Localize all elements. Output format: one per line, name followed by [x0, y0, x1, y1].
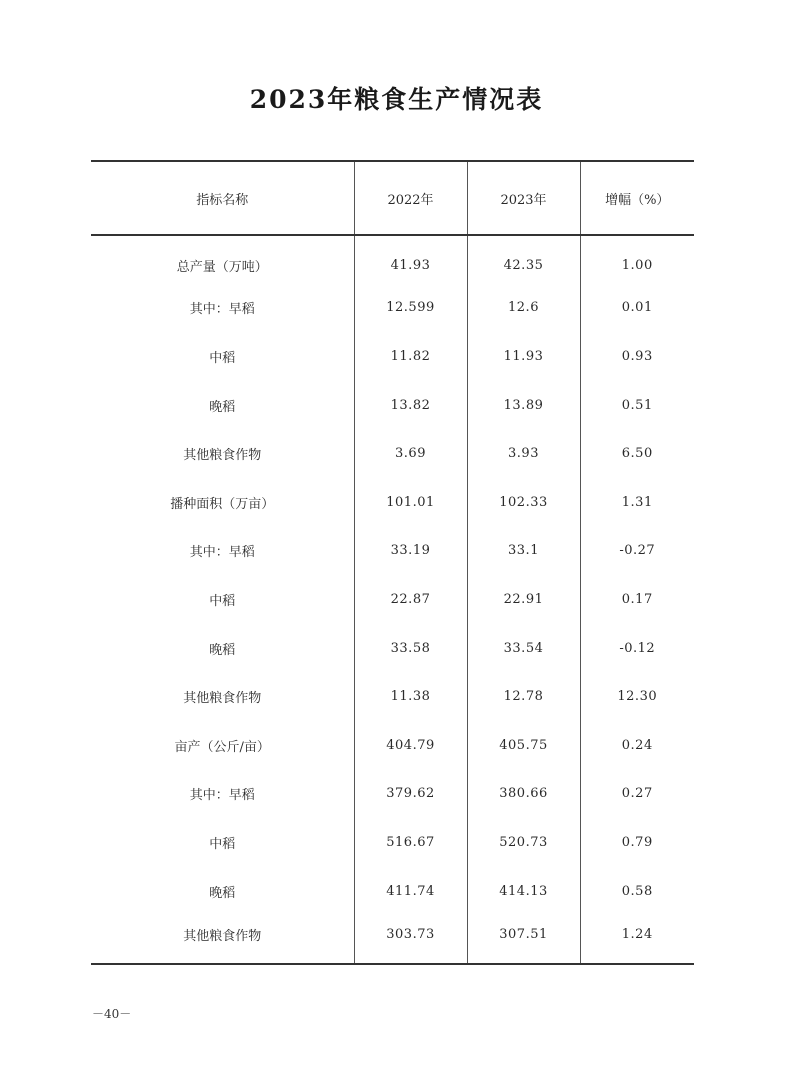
- value-growth: 1.31: [580, 478, 694, 527]
- row-name: 其他粮食作物: [183, 448, 262, 464]
- table-row: [91, 527, 694, 576]
- row-name: 中稻: [209, 836, 236, 852]
- value-2023: 33.1: [467, 527, 580, 576]
- row-name: 中稻: [209, 350, 236, 366]
- value-2023: 13.89: [467, 381, 580, 430]
- table-row: [91, 478, 694, 527]
- row-name: 晚稻: [209, 885, 236, 901]
- value-2023: 380.66: [467, 770, 580, 819]
- value-growth: 0.01: [580, 284, 694, 333]
- grain-production-table-container: [91, 160, 694, 965]
- value-2023: 3.93: [467, 429, 580, 478]
- header-year-2022: 2022年: [354, 161, 467, 235]
- row-name: 亩产（公斤/亩）: [174, 739, 270, 755]
- value-growth: 0.93: [580, 332, 694, 381]
- value-2022: 33.58: [354, 624, 467, 673]
- table-row: [91, 429, 694, 478]
- value-2022: 3.69: [354, 429, 467, 478]
- value-2022: 404.79: [354, 721, 467, 770]
- value-2023: 42.35: [467, 235, 580, 284]
- value-growth: -0.12: [580, 624, 694, 673]
- table-row: [91, 575, 694, 624]
- page-title: 2023年粮食生产情况表: [249, 85, 544, 114]
- value-growth: 6.50: [580, 429, 694, 478]
- value-growth: 0.24: [580, 721, 694, 770]
- value-2022: 13.82: [354, 381, 467, 430]
- value-2023: 307.51: [467, 915, 580, 964]
- value-growth: 0.51: [580, 381, 694, 430]
- table-row: [91, 381, 694, 430]
- table-row: [91, 332, 694, 381]
- value-2022: 303.73: [354, 915, 467, 964]
- value-growth: 0.17: [580, 575, 694, 624]
- value-2023: 405.75: [467, 721, 580, 770]
- value-growth: 1.24: [580, 915, 694, 964]
- header-indicator-name: 指标名称: [91, 161, 354, 235]
- value-2023: 11.93: [467, 332, 580, 381]
- value-growth: 0.27: [580, 770, 694, 819]
- value-2022: 12.599: [354, 284, 467, 333]
- value-2022: 411.74: [354, 867, 467, 916]
- row-name: 其中：早稻: [189, 545, 255, 561]
- row-name: 晚稻: [209, 642, 236, 658]
- page-number: －40－: [92, 1007, 132, 1021]
- table-row: [91, 284, 694, 333]
- value-2022: 516.67: [354, 818, 467, 867]
- row-name: 其中：早稻: [189, 788, 255, 804]
- table-row: [91, 624, 694, 673]
- value-2022: 11.38: [354, 672, 467, 721]
- table-body: [91, 235, 694, 964]
- value-growth: 0.58: [580, 867, 694, 916]
- row-name: 播种面积（万亩）: [170, 496, 275, 512]
- value-2023: 520.73: [467, 818, 580, 867]
- row-name: 其他粮食作物: [183, 691, 262, 707]
- row-name: 其他粮食作物: [91, 915, 354, 964]
- value-2022: 101.01: [354, 478, 467, 527]
- value-2023: 12.78: [467, 672, 580, 721]
- value-2022: 33.19: [354, 527, 467, 576]
- value-2022: 11.82: [354, 332, 467, 381]
- value-2022: 41.93: [354, 235, 467, 284]
- row-name: 中稻: [209, 593, 236, 609]
- value-growth: 12.30: [580, 672, 694, 721]
- table-row: [91, 867, 694, 916]
- value-2023: 102.33: [467, 478, 580, 527]
- value-growth: 0.79: [580, 818, 694, 867]
- value-2023: 33.54: [467, 624, 580, 673]
- value-2023: 22.91: [467, 575, 580, 624]
- header-growth-percent: 增幅（%）: [580, 161, 694, 235]
- value-growth: -0.27: [580, 527, 694, 576]
- grain-production-table: [91, 160, 694, 965]
- value-growth: 1.00: [580, 235, 694, 284]
- table-header-row: [91, 161, 694, 235]
- value-2023: 12.6: [467, 284, 580, 333]
- value-2022: 379.62: [354, 770, 467, 819]
- header-year-2023: 2023年: [467, 161, 580, 235]
- row-name: 其中：早稻: [189, 302, 255, 318]
- table-row: [91, 818, 694, 867]
- table-row: [91, 770, 694, 819]
- table-row: [91, 672, 694, 721]
- value-2022: 22.87: [354, 575, 467, 624]
- table-row: [91, 915, 694, 964]
- row-name: 总产量（万吨）: [176, 260, 268, 276]
- table-row: [91, 721, 694, 770]
- row-name: 晚稻: [209, 399, 236, 415]
- value-2023: 414.13: [467, 867, 580, 916]
- table-row: [91, 235, 694, 284]
